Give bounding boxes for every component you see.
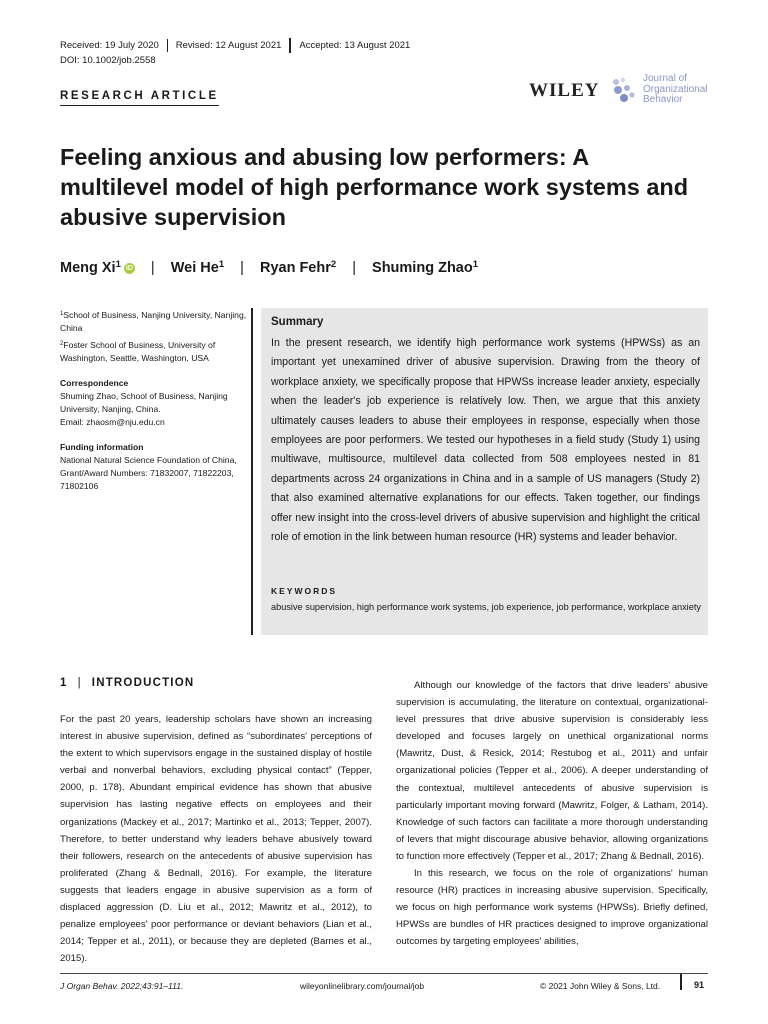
footer-rule [60, 973, 708, 974]
affiliation: $^1$School of Business, Nanjing University, Nanjing, China [60, 310, 247, 333]
article-type-label: RESEARCH ARTICLE [60, 90, 219, 106]
section-divider: | [77, 677, 82, 689]
summary-heading: Summary [271, 316, 324, 328]
body-paragraph: For the past 20 years, leadership scholars have shown an increasing interest in abusive supervision, defined as “subordinates' perceptions of the extent to which supervisors engage in the sustained display of hostile verbal and nonverbal behaviors, excluding physical contact” (Tepper, 2000, p. 178). Abundant empirical evidence has shown that abusive supervision has lasting negative effects on employees and their organizations (Mackey et al., 2017; Martinko et al., 2013; Tepper, 2007). Therefore, to better understand why leaders behave abusively toward their followers, research on the antecedents of abusive supervision has proliferated (Zhang & Bednall, 2016). For example, the literature suggests that leaders engage in abusive supervision as a form of displaced aggression (D. Liu et al., 2012; Mawritz et al., 2012), to penalize employees' poor performance or deviant behaviors (Lian et al., 2014; Tepper et al., 2011), or because they are depleted (Barnes et al., 2015). [60, 714, 372, 965]
section-heading [60, 677, 194, 689]
publisher-logo: WILEY [529, 80, 600, 101]
footer-copyright: © 2021 John Wiley & Sons, Ltd. [540, 981, 661, 991]
body-paragraph: In this research, we focus on the role of organizations' human resource (HR) practices in increasing abusive supervision. Specifically, we focus on high performance work systems (HPWSs). Briefly defined, HPWSs are bundles of HR practices designed to improve organizational outcomes by targeting employees' abilities, [396, 868, 708, 948]
footer-url[interactable]: wileyonlinelibrary.com/journal/job [300, 981, 425, 991]
page-number: 91 [694, 980, 705, 990]
date-divider [167, 39, 168, 52]
summary-divider [251, 308, 253, 635]
affiliation: $^2$Foster School of Business, University of Washington, Seattle, Washington, USA [60, 340, 216, 363]
keywords-heading: KEYWORDS [271, 586, 338, 596]
accepted-date: Accepted: 13 August 2021 [299, 40, 411, 51]
date-divider [289, 38, 291, 53]
author-name[interactable]: Ryan Fehr$^2$ [259, 259, 337, 276]
article-dates [60, 38, 410, 53]
article-info-column [60, 308, 250, 493]
author-divider: | [352, 260, 356, 276]
article-title: Feeling anxious and abusing low performers: A multilevel model of high performance work systems and abusive supervision [60, 144, 689, 230]
received-date: Received: 19 July 2020 [60, 40, 159, 51]
body-paragraph: Although our knowledge of the factors that drive leaders' abusive supervision is accumulating, the literature on contextual, organizational-level pressures that drive abusive supervision is considerably less developed and focuses largely on unethical organizational norms (Mawritz, Dust, & Resick, 2014; Restubog et al., 2011) and unfair organizational policies (Tepper et al., 2006). A deeper understanding of the contextual, multilevel antecedents of abusive supervision is particularly important moving forward (Mawritz, Folger, & Latham, 2014). Knowledge of such factors can facilitate a more thorough understanding of levers that might discourage abusive behavior, allowing organizations to function more effectively (Tepper et al., 2017; Zhang & Bednall, 2016). [396, 680, 708, 862]
footer-divider [680, 974, 682, 990]
section-title: INTRODUCTION [91, 677, 195, 689]
correspondence-email[interactable]: Email: zhaosm@nju.edu.cn [60, 417, 165, 427]
body-column-left [60, 711, 372, 967]
funding-text: National Natural Science Foundation of China, Grant/Award Numbers: 71832007, 71822203, 71802106 [60, 455, 237, 491]
body-column-right [396, 677, 708, 951]
journal-name-line: Journal of [643, 73, 687, 84]
author-divider: | [150, 260, 155, 276]
correspondence-address: Shuming Zhao, School of Business, Nanjing University, Nanjing, China. [60, 391, 228, 414]
section-number: 1 [60, 677, 68, 689]
orcid-icon[interactable]: iD [125, 265, 133, 272]
author-list [60, 259, 478, 276]
author-name[interactable]: Shuming Zhao$^1$ [372, 259, 479, 276]
journal-name [643, 74, 707, 106]
journal-name-line: Behavior [643, 94, 683, 105]
funding-heading: Funding information [60, 442, 144, 452]
author-name[interactable]: Wei He$^1$ [170, 259, 225, 276]
journal-logo-icon [610, 76, 638, 104]
revised-date: Revised: 12 August 2021 [175, 40, 282, 51]
author-name[interactable]: Meng Xi$^1$ [60, 259, 121, 276]
footer-citation: J Organ Behav. 2022;43:91–111. [60, 981, 184, 991]
keywords-list: abusive supervision, high performance work systems, job experience, job performance, workplace anxiety [271, 602, 701, 612]
doi[interactable]: DOI: 10.1002/job.2558 [60, 55, 156, 66]
summary-text: In the present research, we identify high performance work systems (HPWSs) as an important yet unexamined driver of abusive supervision. Drawing from the theory of workplace anxiety, we specifically propose that HPWSs increase leader anxiety, especially when the leader's job experience is relatively low. Then, we argue that this anxiety ultimately causes leaders to abuse their employees in response, especially when those employees are poor performers. We tested our hypotheses in a field study (Study 1) using multiwave, multisource, multilevel data collected from 508 employees nested in 81 departments across 24 organizations in China and in a sample of US managers (Study 2) that also examined alternative explanations for our effects. Taken together, our findings offer new insight into the cross-level drivers of abusive supervision and highlight the critical role of emotion in the link between human resource (HR) systems and leader behavior. [271, 337, 700, 544]
author-divider: | [240, 260, 244, 276]
correspondence-heading: Correspondence [60, 378, 129, 388]
journal-name-line: Organizational [643, 83, 708, 95]
